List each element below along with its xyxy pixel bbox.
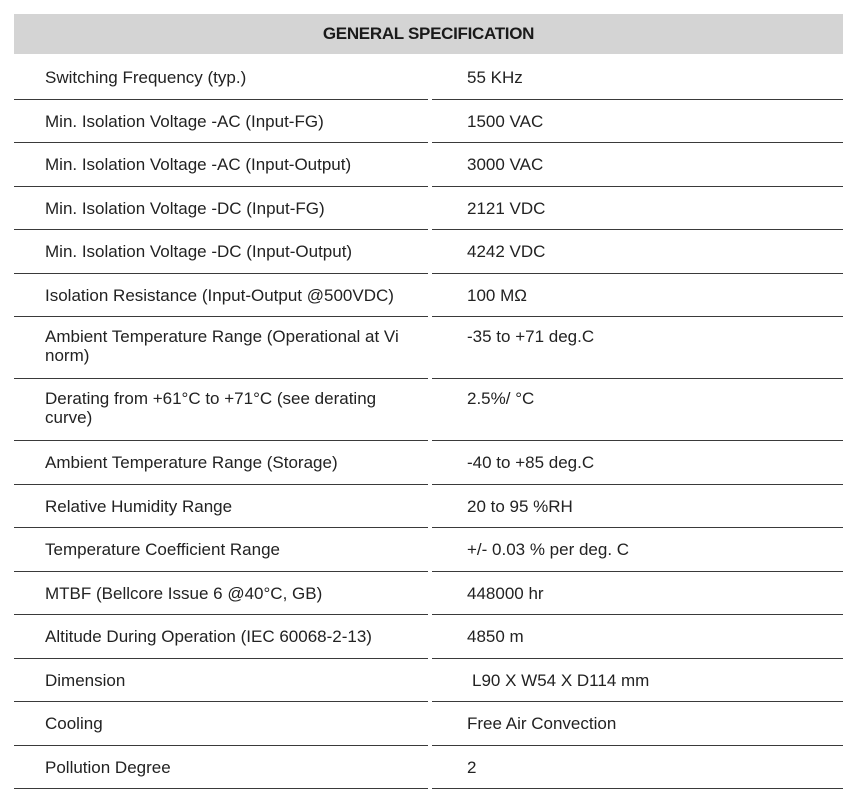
- row-value: Free Air Convection: [432, 702, 843, 746]
- row-label: Pollution Degree: [14, 746, 428, 790]
- row-label: MTBF (Bellcore Issue 6 @40°C, GB): [14, 572, 428, 616]
- row-label: Relative Humidity Range: [14, 485, 428, 529]
- row-label: Min. Isolation Voltage -AC (Input-Output): [14, 143, 428, 187]
- row-value: 3000 VAC: [432, 143, 843, 187]
- row-value: -35 to +71 deg.C: [432, 317, 843, 379]
- row-label: Min. Isolation Voltage -AC (Input-FG): [14, 100, 428, 144]
- table-row: [14, 528, 843, 572]
- table-row: [14, 317, 843, 379]
- row-value: 100 MΩ: [432, 274, 843, 318]
- row-label: Derating from +61°C to +71°C (see derating curve): [14, 379, 428, 441]
- row-label: Altitude During Operation (IEC 60068-2-13): [14, 615, 428, 659]
- table-row: [14, 230, 843, 274]
- table-title: GENERAL SPECIFICATION: [14, 14, 843, 56]
- table-row: [14, 485, 843, 529]
- table-row: [14, 572, 843, 616]
- table-row: [14, 746, 843, 790]
- row-value: -40 to +85 deg.C: [432, 441, 843, 485]
- table-row: [14, 659, 843, 703]
- row-value: 4242 VDC: [432, 230, 843, 274]
- row-value: 1500 VAC: [432, 100, 843, 144]
- row-label: Dimension: [14, 659, 428, 703]
- table-row: [14, 187, 843, 231]
- row-label: Switching Frequency (typ.): [14, 56, 428, 100]
- row-value: +/- 0.03 % per deg. C: [432, 528, 843, 572]
- row-label: Cooling: [14, 702, 428, 746]
- row-label: Isolation Resistance (Input-Output @500VDC): [14, 274, 428, 318]
- row-value: 2.5%/ °C: [432, 379, 843, 441]
- row-value: 2: [432, 746, 843, 790]
- table-row: [14, 702, 843, 746]
- row-label: Temperature Coefficient Range: [14, 528, 428, 572]
- row-value: 4850 m: [432, 615, 843, 659]
- row-label: Ambient Temperature Range (Operational at Vi norm): [14, 317, 428, 379]
- row-label: Ambient Temperature Range (Storage): [14, 441, 428, 485]
- table-row: [14, 100, 843, 144]
- table-row: [14, 615, 843, 659]
- row-label: Min. Isolation Voltage -DC (Input-Output): [14, 230, 428, 274]
- row-value: 20 to 95 %RH: [432, 485, 843, 529]
- row-value: L90 X W54 X D114 mm: [432, 659, 843, 703]
- general-specification-table: [14, 14, 843, 789]
- table-row: [14, 274, 843, 318]
- row-value: 2121 VDC: [432, 187, 843, 231]
- row-value: 55 KHz: [432, 56, 843, 100]
- table-row: [14, 379, 843, 441]
- table-row: [14, 56, 843, 100]
- row-value: 448000 hr: [432, 572, 843, 616]
- table-row: [14, 441, 843, 485]
- row-label: Min. Isolation Voltage -DC (Input-FG): [14, 187, 428, 231]
- table-row: [14, 143, 843, 187]
